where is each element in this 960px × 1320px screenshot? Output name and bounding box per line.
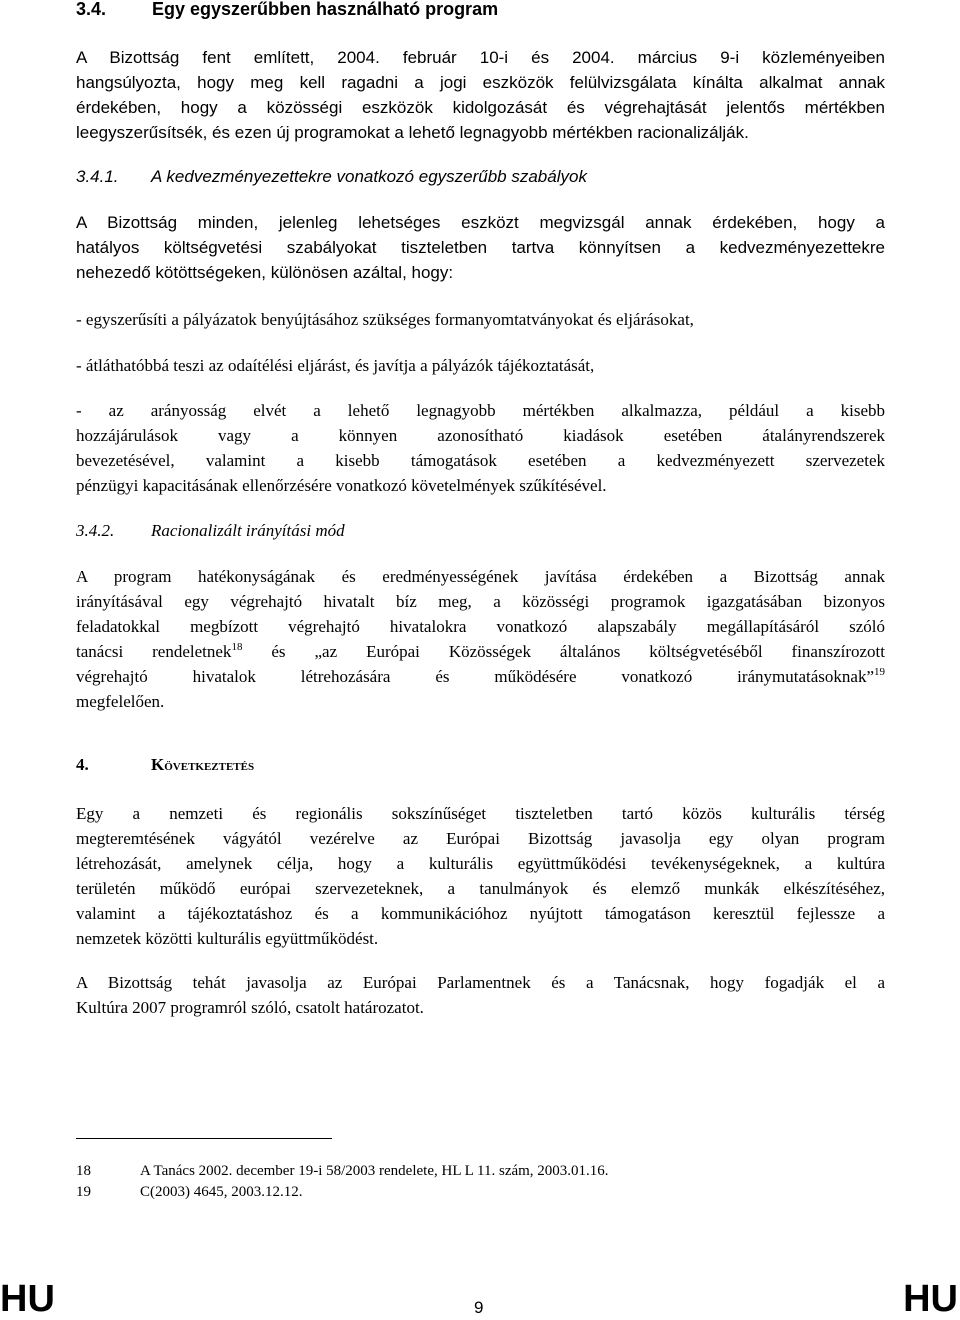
section-3-4-heading	[76, 0, 885, 20]
bullet-item: - egyszerűsíti a pályázatok benyújtásához szükséges formanyomtatványokat és eljárásokat,	[76, 310, 694, 329]
subsection-title: A kedvezményezettekre vonatkozó egyszerűbb szabályok	[151, 167, 587, 186]
section-4-heading	[76, 755, 885, 775]
paragraph-line: A program hatékonyságának és eredményességének javítása érdekében a Bizottság annak	[76, 567, 885, 586]
paragraph-line: feladatokkal megbízott végrehajtó hivatalokra vonatkozó alapszabály megállapításáról szóló	[76, 617, 885, 636]
footnote-19	[76, 1182, 303, 1202]
footnote-ref-19[interactable]: 19	[874, 666, 885, 678]
paragraph-line: hatályos költségvetési szabályokat tiszteletben tartva könnyítsen a kedvezményezettekre	[76, 238, 885, 257]
section-3-4-2-paragraph	[76, 564, 885, 714]
footnote-ref-18[interactable]: 18	[231, 641, 243, 653]
section-3-4-1-heading	[76, 164, 885, 189]
section-3-4-2-heading	[76, 518, 885, 543]
paragraph-line: nehezedő kötöttségeken, különösen azáltal, hogy:	[76, 263, 454, 282]
paragraph-line: hangsúlyozta, hogy meg kell ragadni a jogi eszközök felülvizsgálata kínálta alkalmat annak	[76, 73, 885, 92]
paragraph-line: létrehozását, amelynek célja, hogy a kulturális együttműködési tevékenységeknek, a kultúra	[76, 854, 885, 873]
paragraph-line: leegyszerűsítsék, és ezen új programokat a lehető legnagyobb mértékben racionalizálják.	[76, 123, 749, 142]
paragraph-line: A Bizottság fent említett, 2004. február 10-i és 2004. március 9-i közleményeiben	[76, 48, 885, 67]
paragraph-line	[76, 664, 885, 689]
bullet-line: - az arányosság elvét a lehető legnagyobb mértékben alkalmazza, például a kisebb	[76, 401, 885, 420]
language-code-right: HU	[903, 1278, 958, 1320]
subsection-title: Racionalizált irányítási mód	[151, 521, 345, 540]
line-text: tanácsi rendeletnek	[76, 642, 232, 661]
paragraph-line: érdekében, hogy a közösségi eszközök kidolgozását és végrehajtását jelentős mértékben	[76, 98, 885, 117]
paragraph-line: megfelelően.	[76, 692, 165, 711]
paragraph-line: Egy a nemzeti és regionális sokszínűséget tiszteletben tartó közös kulturális térség	[76, 804, 885, 823]
bullet-line: pénzügyi kapacitásának ellenőrzésére vonatkozó követelmények szűkítésével.	[76, 476, 607, 495]
line-text: végrehajtó hivatalok létrehozására és működésére vonatkozó iránymutatásoknak”	[76, 667, 874, 686]
paragraph-line: A Bizottság tehát javasolja az Európai Parlamentnek és a Tanácsnak, hogy fogadják el a	[76, 973, 885, 992]
section-title-initial: K	[151, 755, 165, 774]
section-4-paragraph-2	[76, 970, 885, 1020]
section-title: Egy egyszerűbben használható program	[152, 0, 499, 19]
bullet-item: - átláthatóbbá teszi az odaítélési eljárást, és javítja a pályázók tájékoztatását,	[76, 356, 595, 375]
footnote-18	[76, 1161, 609, 1181]
page-number: 9	[474, 1298, 484, 1317]
footnote-text: C(2003) 4645, 2003.12.12.	[140, 1184, 303, 1200]
paragraph-line: nemzetek közötti kulturális együttműködést.	[76, 929, 379, 948]
paragraph-line: Kultúra 2007 programról szóló, csatolt határozatot.	[76, 998, 424, 1017]
subsection-number: 3.4.1.	[76, 167, 119, 186]
paragraph-line: megteremtésének vágyától vezérelve az Európai Bizottság javasolja egy olyan program	[76, 829, 885, 848]
section-title-rest: övetkeztetés	[164, 758, 255, 774]
section-3-4-1-intro	[76, 210, 885, 285]
section-number: 3.4.	[76, 0, 107, 19]
paragraph-line: valamint a tájékoztatáshoz és a kommunikációhoz nyújtott támogatáson keresztül fejlessze a	[76, 904, 885, 923]
paragraph-line: területén működő európai szervezeteknek, a tanulmányok és elemző munkák elkészítéséhez,	[76, 879, 885, 898]
paragraph-line: irányításával egy végrehajtó hivatalt bíz meg, a közösségi programok igazgatásában bizonyos	[76, 592, 885, 611]
paragraph-line: A Bizottság minden, jelenleg lehetséges eszközt megvizsgál annak érdekében, hogy a	[76, 213, 885, 232]
subsection-number: 3.4.2.	[76, 521, 115, 540]
line-text: és „az Európai Közösségek általános költségvetéséből finanszírozott	[242, 642, 885, 661]
footnote-text: A Tanács 2002. december 19-i 58/2003 rendelete, HL L 11. szám, 2003.01.16.	[140, 1163, 609, 1179]
paragraph-line	[76, 639, 885, 664]
bullet-item-multiline	[76, 398, 885, 498]
bullet-line: bevezetésével, valamint a kisebb támogatások esetében a kedvezményezett szervezetek	[76, 451, 885, 470]
section-number: 4.	[76, 755, 89, 774]
section-4-paragraph-1	[76, 801, 885, 951]
footnote-separator	[76, 1138, 332, 1139]
language-code-left: HU	[0, 1278, 55, 1320]
bullet-line: hozzájárulások vagy a könnyen azonosítható kiadások esetében átalányrendszerek	[76, 426, 885, 445]
footnote-number: 18	[76, 1163, 91, 1179]
footnote-number: 19	[76, 1184, 91, 1200]
section-3-4-paragraph	[76, 45, 885, 145]
